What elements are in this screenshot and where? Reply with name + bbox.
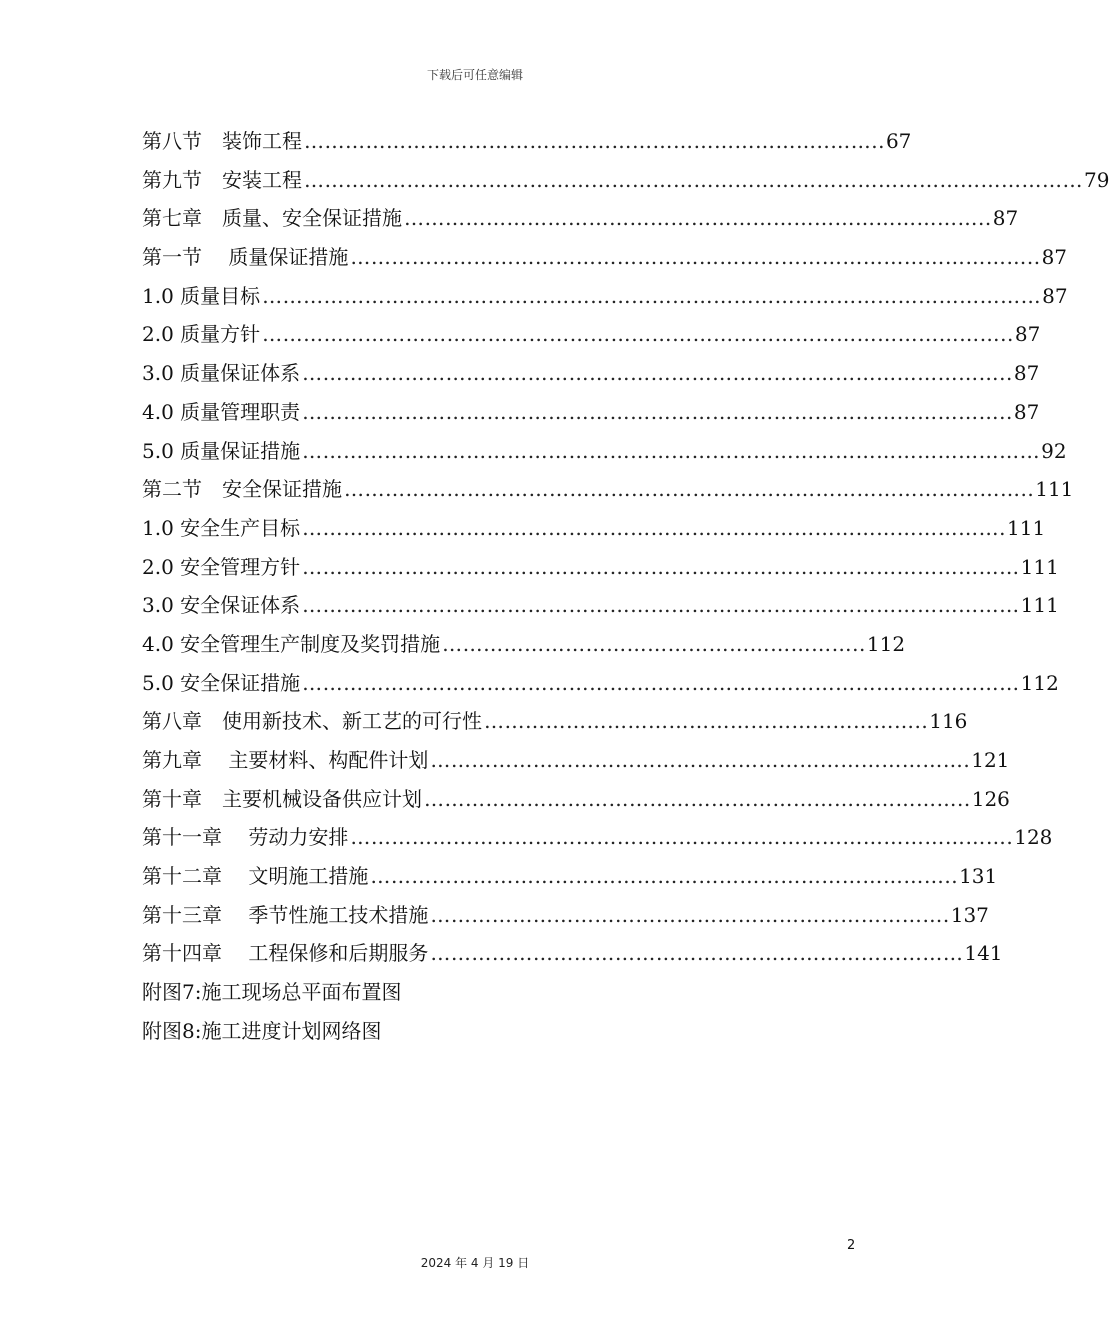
page-footer-date: 2024 年 4 月 19 日	[420, 1256, 530, 1270]
toc-leader-dots: ……………………………………………………………………………………………	[302, 554, 1020, 579]
toc-entry-title: 1.0 质量目标	[142, 277, 262, 316]
toc-entry-title: 第七章 质量、安全保证措施	[142, 199, 404, 238]
toc-entry[interactable]	[142, 702, 968, 741]
toc-leader-dots: ……………………………………………………..	[442, 631, 866, 656]
toc-entry-page: 112	[866, 625, 905, 664]
toc-leader-dots: …………………………………………………………………………………………..	[302, 361, 1013, 386]
toc-entry-page: 111	[1020, 586, 1059, 625]
toc-entry[interactable]	[142, 818, 1053, 857]
toc-entry-title: 第八节 装饰工程	[142, 122, 304, 161]
toc-entry-page: 111	[1006, 509, 1045, 548]
toc-leader-dots: …………………………………………………………………………………….	[350, 825, 1014, 850]
toc-entry-title: 2.0 质量方针	[142, 315, 262, 354]
toc-leader-dots: ……………………………………………………………………	[430, 941, 964, 966]
toc-entry-title: 第十二章 文明施工措施	[142, 857, 370, 896]
toc-leader-dots: ……………………………………………………………………..	[424, 786, 971, 811]
toc-entry[interactable]	[142, 238, 1068, 277]
toc-entry-page: 141	[963, 934, 1002, 973]
toc-leader-dots: ……………………………………………………………………………………………	[302, 593, 1020, 618]
toc-entry-page: 116	[928, 702, 967, 741]
toc-entry-title: 5.0 安全保证措施	[142, 664, 302, 703]
toc-entry[interactable]	[142, 199, 1019, 238]
toc-entry[interactable]	[142, 122, 912, 161]
toc-entry-title: 5.0 质量保证措施	[142, 432, 302, 471]
toc-leader-dots: …………………………………………………………………….	[430, 748, 971, 772]
toc-leader-dots: …………………………………………………………………………..	[404, 206, 992, 231]
toc-entry[interactable]	[142, 586, 1059, 625]
toc-entry[interactable]	[142, 780, 1010, 819]
toc-leader-dots: …………………………………………………………………………………………..	[302, 399, 1013, 424]
toc-entry[interactable]	[142, 741, 1010, 780]
toc-entry[interactable]	[142, 315, 1041, 354]
toc-entry-page: 128	[1013, 818, 1052, 857]
toc-leader-dots: ……………………………………………………………………………………………	[302, 670, 1020, 695]
toc-entry-title: 3.0 质量保证体系	[142, 354, 302, 393]
toc-entry-title: 附图8:施工进度计划网络图	[142, 1012, 383, 1051]
toc-leader-dots: ………………………………………………………………………………………………..	[262, 322, 1014, 347]
page-header: 下载后可任意编辑	[426, 68, 523, 82]
toc-entry-page: 111	[1020, 548, 1059, 587]
toc-entry[interactable]	[142, 548, 1059, 587]
toc-entry-page: 87	[992, 199, 1018, 238]
toc-entry-page: 79	[1083, 161, 1109, 200]
toc-entry-title: 第十一章 劳动力安排	[142, 818, 350, 857]
table-of-contents	[142, 122, 1109, 1051]
toc-entry-title: 第十三章 季节性施工技术措施	[142, 896, 430, 935]
toc-entry[interactable]	[142, 277, 1068, 316]
toc-entry[interactable]	[142, 432, 1067, 471]
toc-entry[interactable]	[142, 973, 862, 1012]
toc-entry-title: 3.0 安全保证体系	[142, 586, 302, 625]
toc-entry[interactable]	[142, 625, 906, 664]
toc-entry[interactable]	[142, 354, 1040, 393]
toc-leader-dots: …………………………………………………………………………..	[370, 864, 959, 889]
toc-entry-title: 第十四章 工程保修和后期服务	[142, 934, 430, 973]
toc-entry-page: 111	[1034, 470, 1073, 509]
toc-entry-page: 87	[1041, 277, 1067, 316]
toc-entry[interactable]	[142, 509, 1046, 548]
toc-entry-title: 第十章 主要机械设备供应计划	[142, 780, 424, 819]
toc-entry[interactable]	[142, 393, 1040, 432]
toc-entry-title: 4.0 安全管理生产制度及奖罚措施	[142, 625, 442, 664]
toc-entry[interactable]	[142, 857, 998, 896]
toc-entry-page: 87	[1041, 238, 1067, 277]
toc-entry-page: 92	[1040, 432, 1066, 471]
toc-entry-title: 4.0 质量管理职责	[142, 393, 302, 432]
toc-entry[interactable]	[142, 161, 1109, 200]
toc-entry-page: 67	[885, 122, 911, 161]
toc-leader-dots: ……………………………………………………………………………………………………	[304, 167, 1083, 192]
toc-entry-title: 2.0 安全管理方针	[142, 548, 302, 587]
toc-leader-dots: ………………………………………………………………….	[430, 902, 950, 927]
toc-leader-dots: ………………………………………………………………………………………..	[350, 245, 1041, 270]
toc-leader-dots: …………………………………………………………………..……..	[304, 129, 885, 153]
toc-leader-dots: ……………………………………………………………………………………………………	[262, 283, 1042, 308]
toc-entry[interactable]	[142, 664, 1059, 703]
toc-entry-page: 87	[1013, 354, 1039, 393]
toc-entry-page: 112	[1020, 664, 1059, 703]
toc-entry-title: 第二节 安全保证措施	[142, 470, 344, 509]
toc-entry-page: 121	[970, 741, 1009, 780]
toc-entry-title: 附图7:施工现场总平面布置图	[142, 973, 403, 1012]
toc-entry-page: 87	[1014, 315, 1040, 354]
toc-entry-title: 第八章 使用新技术、新工艺的可行性	[142, 702, 484, 741]
toc-entry[interactable]	[142, 470, 1074, 509]
toc-entry[interactable]	[142, 1012, 862, 1051]
toc-entry-page: 131	[958, 857, 997, 896]
toc-leader-dots: ………………………………………………………………………………………………	[302, 438, 1041, 463]
toc-entry[interactable]	[142, 896, 989, 935]
toc-leader-dots: ………………………………………………………………………………………….	[302, 515, 1007, 540]
toc-entry-title: 第九章 主要材料、构配件计划	[142, 741, 430, 780]
toc-entry-title: 1.0 安全生产目标	[142, 509, 302, 548]
page-number: 2	[847, 1238, 856, 1253]
toc-entry[interactable]	[142, 934, 1003, 973]
toc-entry-page: 126	[971, 780, 1010, 819]
toc-entry-title: 第一节 质量保证措施	[142, 238, 350, 277]
toc-leader-dots: ………………………………………………………..	[484, 709, 929, 734]
toc-entry-page: 87	[1013, 393, 1039, 432]
toc-leader-dots: ………………………………………………………………………………………..	[344, 477, 1035, 502]
toc-entry-title: 第九节 安装工程	[142, 161, 304, 200]
toc-entry-page: 137	[950, 896, 989, 935]
